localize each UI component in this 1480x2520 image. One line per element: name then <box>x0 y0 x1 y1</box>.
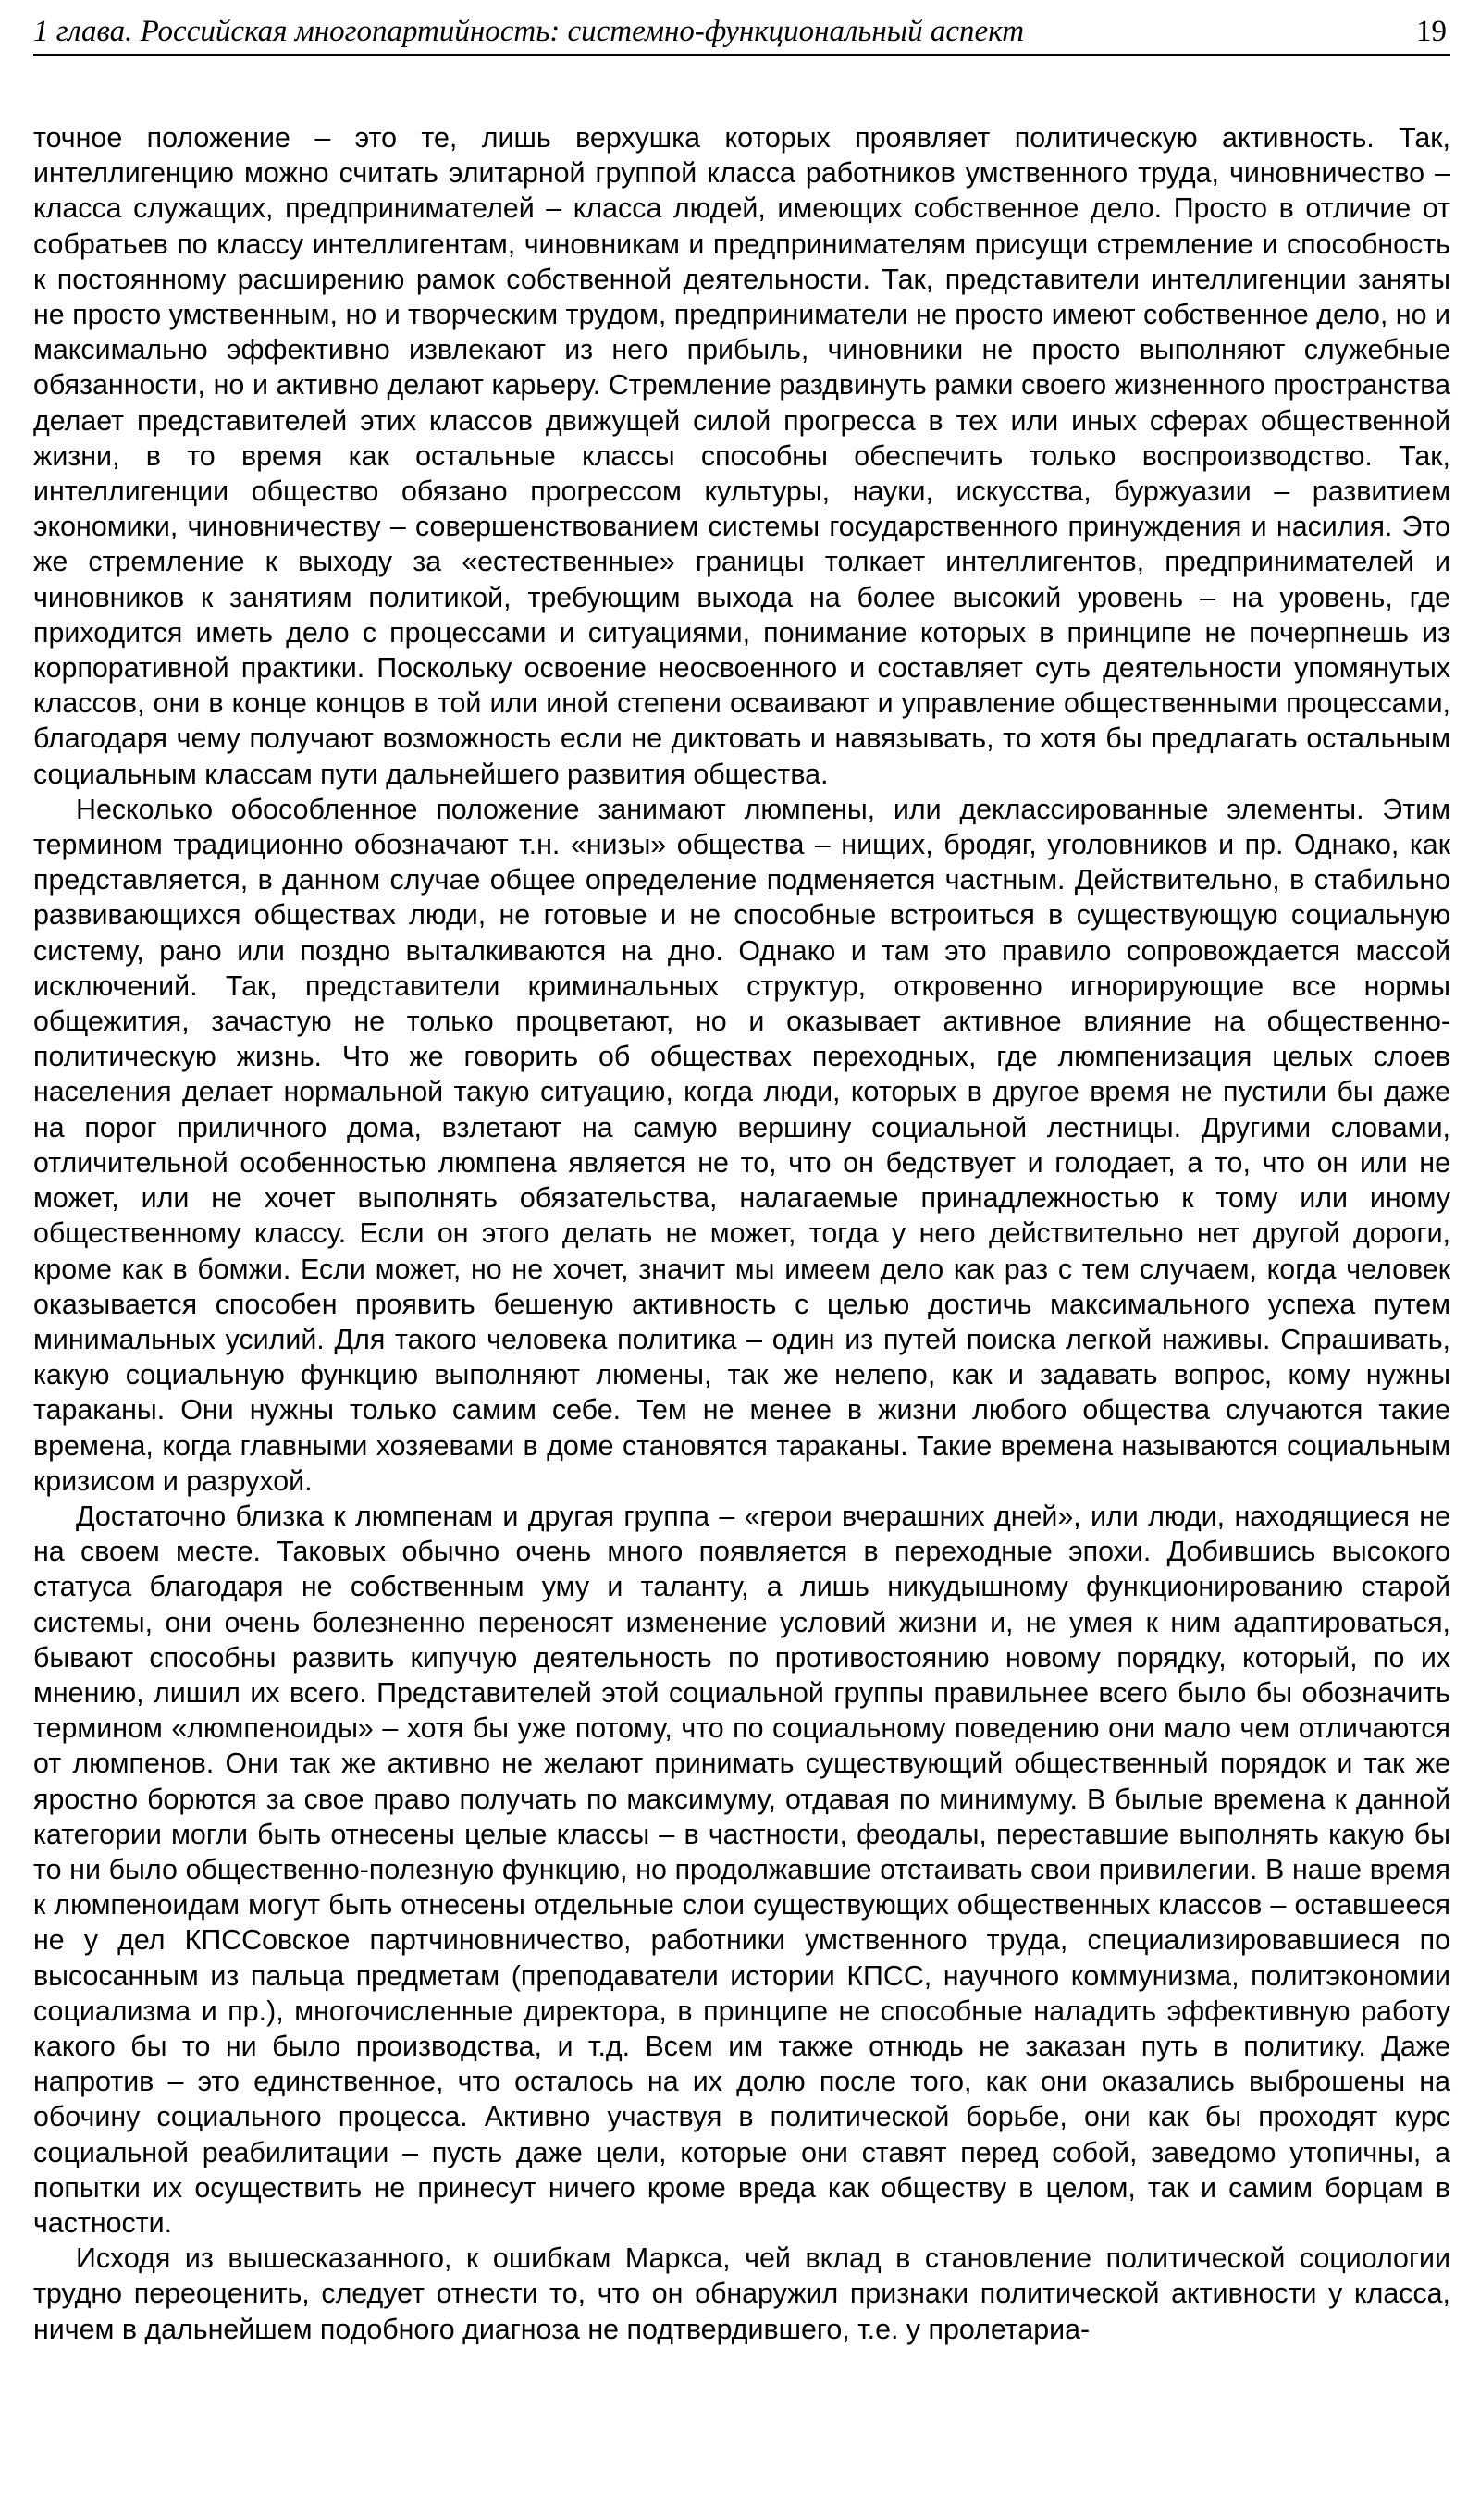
chapter-title: 1 глава. Российская многопартийность: системно-функциональный аспект <box>33 15 1025 48</box>
paragraph: точное положение – это те, лишь верхушка которых проявляет политическую активность. Так, интеллигенцию можно считать элитарной группой класса работников умственного труда, чиновничество – класса служащих, предпринимателей – класса людей, имеющих собственное дело. Просто в отличие от собратьев по классу интеллигентам, чиновникам и предпринимателям присущи стремление и способность к постоянному расширению рамок собственной деятельности. Так, представители интеллигенции заняты не просто умственным, но и творческим трудом, предприниматели не просто имеют собственное дело, но и максимально эффективно извлекают из него прибыль, чиновники не просто выполняют служебные обязанности, но и активно делают карьеру. Стремление раздвинуть рамки своего жизненного пространства делает представителей этих классов движущей силой прогресса в тех или иных сферах общественной жизни, в то время как остальные классы способны обеспечить только воспроизводство. Так, интеллигенции общество обязано прогрессом культуры, науки, искусства, буржуазии – развитием экономики, чиновничеству – совершенствованием системы государственного принуждения и насилия. Это же стремление к выходу за «естественные» границы толкает интеллигентов, предпринимателей и чиновников к занятиям политикой, требующим выхода на более высокий уровень – на уровень, где приходится иметь дело с процессами и ситуациями, понимание которых в принципе не почерпнешь из корпоративной практики. Поскольку освоение неосвоенного и составляет суть деятельности упомянутых классов, они в конце концов в той или иной степени осваивают и управление общественными процессами, благодаря чему получают возможность если не диктовать и навязывать, то хотя бы предлагать остальным социальным классам пути дальнейшего развития общества. <box>33 122 1450 790</box>
body-text <box>33 120 1450 2347</box>
paragraph: Несколько обособленное положение занимают люмпены, или деклассированные элементы. Этим термином традиционно обозначают т.н. «низы» общества – нищих, бродяг, уголовников и пр. Однако, как представляется, в данном случае общее определение подменяется частным. Действительно, в стабильно развивающихся обществах люди, не готовые и не способные встроиться в существующую социальную систему, рано или поздно выталкиваются на дно. Однако и там это правило сопровождается массой исключений. Так, представители криминальных структур, откровенно игнорирующие все нормы общежития, зачастую не только процветают, но и оказывает активное влияние на общественно-политическую жизнь. Что же говорить об обществах переходных, где люмпенизация целых слоев населения делает нормальной такую ситуацию, когда люди, которых в другое время не пустили бы даже на порог приличного дома, взлетают на самую вершину социальной лестницы. Другими словами, отличительной особенностью люмпена является не то, что он бедствует и голодает, а то, что он или не может, или не хочет выполнять обязательства, налагаемые принадлежностью к тому или иному общественному классу. Если он этого делать не может, тогда у него действительно нет другой дороги, кроме как в бомжи. Если может, но не хочет, значит мы имеем дело как раз с тем случаем, когда человек оказывается способен проявить бешеную активность с целью достичь максимального успеха путем минимальных усилий. Для такого человека политика – один из путей поиска легкой наживы. Спрашивать, какую социальную функцию выполняют люмены, так же нелепо, как и задавать вопрос, кому нужны тараканы. Они нужны только самим себе. Тем не менее в жизни любого общества случаются такие времена, когда главными хозяевами в доме становятся тараканы. Такие времена называются социальным кризисом и разрухой. <box>33 793 1450 1497</box>
document-page <box>33 0 1450 2520</box>
paragraph: Достаточно близка к люмпенам и другая группа – «герои вчерашних дней», или люди, находящиеся не на своем месте. Таковых обычно очень много появляется в переходные эпохи. Добившись высокого статуса благодаря не собственным уму и таланту, а лишь никудышному функционированию старой системы, они очень болезненно переносят изменение условий жизни и, не умея к ним адаптироваться, бывают способны развить кипучую деятельность по противостоянию новому порядку, который, по их мнению, лишил их всего. Представителей этой социальной группы правильнее всего было бы обозначить термином «люмпеноиды» – хотя бы уже потому, что по социальному поведению они мало чем отличаются от люмпенов. Они так же активно не желают принимать существующий общественный порядок и так же яростно борются за свое право получать по максимуму, отдавая по минимуму. В былые времена к данной категории могли быть отнесены целые классы – в частности, феодалы, переставшие выполнять какую бы то ни было общественно-полезную функцию, но продолжавшие отстаивать свои привилегии. В наше время к люмпеноидам могут быть отнесены отдельные слои существующих общественных классов – оставшееся не у дел КПССовское партчиновничество, работники умственного труда, специализировавшиеся по высосанным из пальца предметам (преподаватели истории КПСС, научного коммунизма, политэкономии социализма и пр.), многочисленные директора, в принципе не способные наладить эффективную работу какого бы то ни было производства, и т.д. Всем им также отнюдь не заказан путь в политику. Даже напротив – это единственное, что осталось на их долю после того, как они оказались выброшены на обочину социального процесса. Активно участвуя в политической борьбе, они как бы проходят курс социальной реабилитации – пусть даже цели, которые они ставят перед собой, заведомо утопичны, а попытки их осуществить не принесут ничего кроме вреда как обществу в целом, так и самим борцам в частности. <box>33 1500 1450 2239</box>
page-number: 19 <box>1416 15 1447 48</box>
running-header <box>33 9 1450 56</box>
paragraph: Исходя из вышесказанного, к ошибкам Маркса, чей вклад в становление политической социологии трудно переоценить, следует отнести то, что он обнаружил признаки политической активности у класса, ничем в дальнейшем подобного диагноза не подтвердившего, т.е. у пролетариа- <box>33 2242 1450 2345</box>
